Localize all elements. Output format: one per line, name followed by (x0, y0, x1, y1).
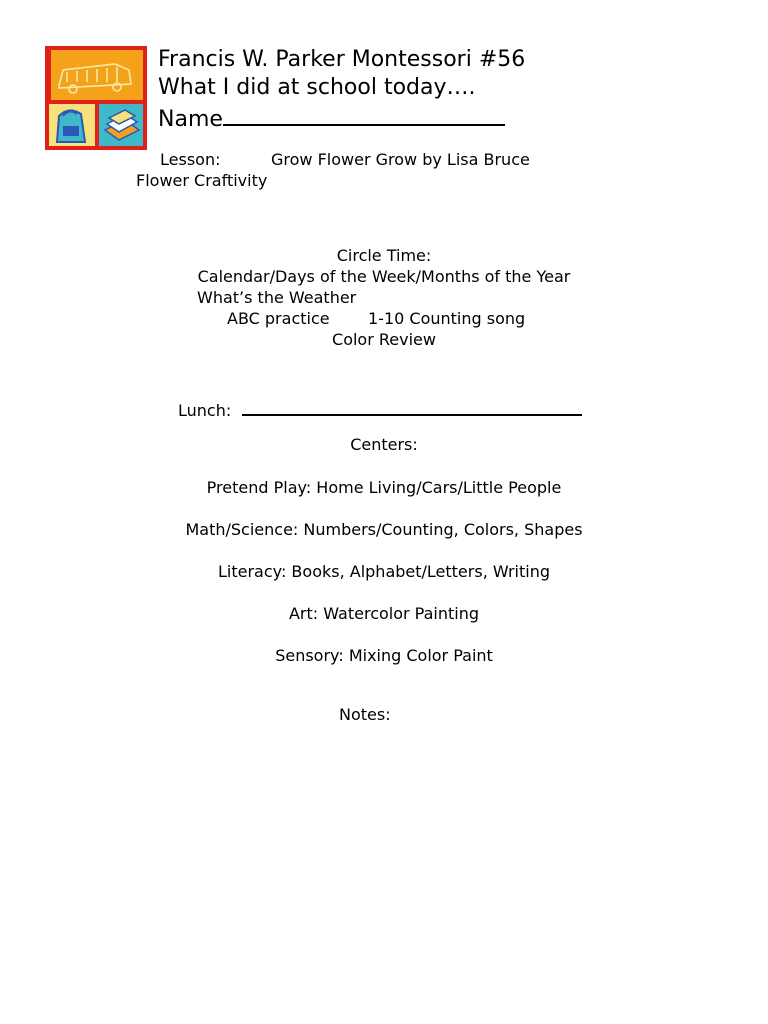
circle-time-weather: What’s the Weather (197, 288, 357, 307)
name-field[interactable] (158, 102, 505, 133)
center-literacy: Literacy: Books, Alphabet/Letters, Writing (217, 562, 550, 581)
center-sensory: Sensory: Mixing Color Paint (275, 646, 493, 665)
center-math-science: Math/Science: Numbers/Counting, Colors, Shapes (185, 520, 583, 539)
lesson-value: Grow Flower Grow by Lisa Bruce (271, 150, 530, 169)
name-label: Name (158, 107, 223, 132)
circle-time-title: Circle Time: (336, 246, 432, 265)
name-line[interactable] (223, 102, 505, 126)
centers-title: Centers: (350, 435, 418, 454)
school-clipart-icon (45, 46, 147, 150)
circle-time-color-review: Color Review (332, 330, 436, 349)
school-name: Francis W. Parker Montessori #56 (158, 47, 526, 72)
lunch-line[interactable] (242, 394, 582, 416)
center-art: Art: Watercolor Painting (288, 604, 480, 623)
circle-time-calendar: Calendar/Days of the Week/Months of the Year (197, 267, 571, 286)
lunch-field[interactable] (178, 394, 582, 421)
notes-label: Notes: (339, 705, 391, 724)
lunch-label: Lunch: (178, 401, 232, 420)
page-subtitle: What I did at school today…. (158, 75, 476, 100)
lesson-activity: Flower Craftivity (136, 171, 268, 190)
backpack-icon (57, 110, 85, 142)
circle-time-abc: ABC practice (227, 309, 330, 328)
circle-time-counting: 1-10 Counting song (368, 309, 526, 328)
center-pretend-play: Pretend Play: Home Living/Cars/Little People (206, 478, 562, 497)
lesson-label: Lesson: (160, 150, 221, 169)
